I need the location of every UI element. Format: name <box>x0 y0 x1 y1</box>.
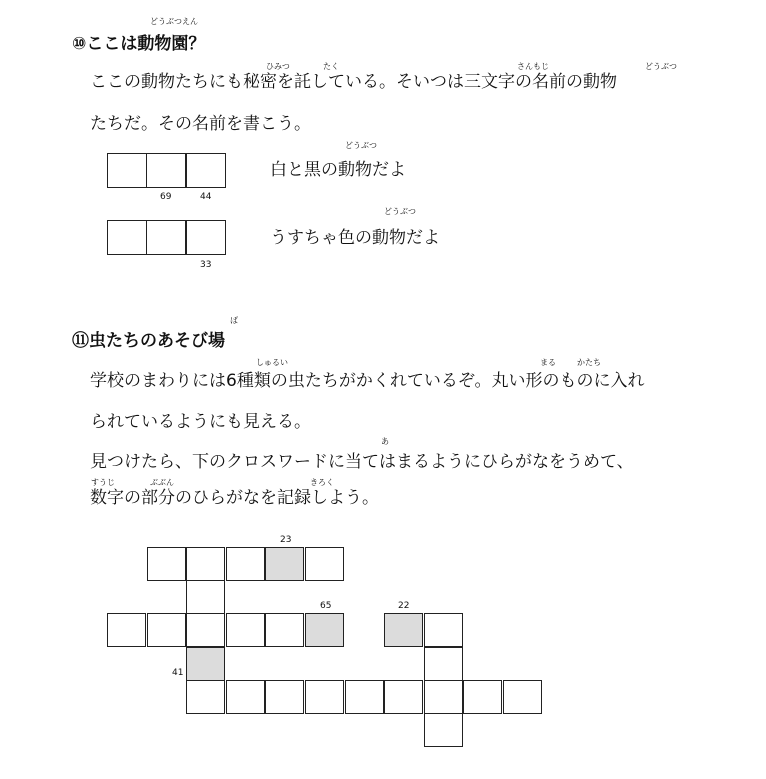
crossword-number: 65 <box>320 601 332 611</box>
answer-boxes-1[interactable] <box>107 153 227 188</box>
crossword-cell-numbered[interactable] <box>186 647 225 681</box>
crossword-cell-numbered[interactable] <box>384 613 423 647</box>
clue1-text: 白と黒の動物だよ <box>270 160 406 180</box>
crossword-cell[interactable] <box>305 680 344 714</box>
section11-line4: 数字の部分のひらがなを記録しよう。 <box>90 488 379 508</box>
crossword-cell-numbered[interactable] <box>265 547 304 581</box>
section11-ruby-a: あ <box>381 437 389 446</box>
clue2-ruby: どうぶつ <box>384 207 416 216</box>
crossword-cell[interactable] <box>107 613 146 647</box>
answer-box[interactable] <box>107 153 147 188</box>
section11-ruby-suuji: すうじ <box>91 478 115 487</box>
crossword-cell[interactable] <box>265 680 304 714</box>
section10-ruby-sanmoji: さんもじ <box>517 62 549 71</box>
crossword-cell[interactable] <box>265 613 304 647</box>
answer-box[interactable] <box>186 153 226 188</box>
crossword-number: 41 <box>172 668 184 678</box>
section10-ruby-doubutsu: どうぶつ <box>645 62 677 71</box>
section11-line3: 見つけたら、下のクロスワードに当てはまるようにひらがなをうめて、 <box>90 452 634 472</box>
clue1-ruby: どうぶつ <box>345 141 377 150</box>
section10-line1: ここの動物たちにも秘密を託している。そいつは三文字の名前の動物 <box>90 72 617 92</box>
crossword-cell[interactable] <box>424 713 463 747</box>
crossword-cell[interactable] <box>226 680 265 714</box>
section11-line2: られているようにも見える。 <box>90 412 311 432</box>
answer-box[interactable] <box>146 220 186 255</box>
section11-ruby-maru: まる <box>540 358 556 367</box>
section11-line1: 学校のまわりには6種類の虫たちがかくれているぞ。丸い形のものに入れ <box>90 371 645 391</box>
section11-ruby-kiroku: きろく <box>310 478 334 487</box>
crossword-cell[interactable] <box>424 680 463 714</box>
answer-box[interactable] <box>186 220 226 255</box>
crossword-cell[interactable] <box>463 680 502 714</box>
answer-boxes-2[interactable] <box>107 220 227 255</box>
crossword-cell[interactable] <box>186 613 225 647</box>
crossword-cell[interactable] <box>226 613 265 647</box>
section10-title: ⑩ここは動物園？ <box>72 34 206 54</box>
clue2-text: うすちゃ色の動物だよ <box>270 228 440 248</box>
crossword-cell[interactable] <box>147 613 186 647</box>
section10-ruby-taku: たく <box>323 62 339 71</box>
section11-ruby-katachi: かたち <box>577 358 601 367</box>
box-number: 33 <box>200 260 212 270</box>
crossword-cell-numbered[interactable] <box>305 613 344 647</box>
crossword-cell[interactable] <box>345 680 384 714</box>
section11-ruby-shurui: しゅるい <box>256 358 288 367</box>
answer-box[interactable] <box>107 220 147 255</box>
crossword-cell[interactable] <box>503 680 542 714</box>
box-number: 44 <box>200 192 212 202</box>
crossword-cell[interactable] <box>226 547 265 581</box>
crossword-number: 23 <box>280 535 292 545</box>
crossword-cell[interactable] <box>186 547 225 581</box>
section10-line2: たちだ。その名前を書こう。 <box>90 114 311 134</box>
crossword-cell[interactable] <box>424 647 463 681</box>
answer-box[interactable] <box>146 153 186 188</box>
section10-ruby-himitsu: ひみつ <box>266 62 290 71</box>
section11-title-ruby: ば <box>230 316 238 325</box>
crossword-number: 22 <box>398 601 410 611</box>
section10-title-ruby: どうぶつえん <box>150 17 198 26</box>
crossword-cell[interactable] <box>305 547 344 581</box>
crossword-cell[interactable] <box>424 613 463 647</box>
box-number: 69 <box>160 192 172 202</box>
crossword-cell[interactable] <box>384 680 423 714</box>
crossword-cell[interactable] <box>186 680 225 714</box>
crossword-cell[interactable] <box>186 580 225 614</box>
section11-title: ⑪虫たちのあそび場 <box>72 331 225 351</box>
section11-ruby-bubun: ぶぶん <box>150 478 174 487</box>
crossword-cell[interactable] <box>147 547 186 581</box>
